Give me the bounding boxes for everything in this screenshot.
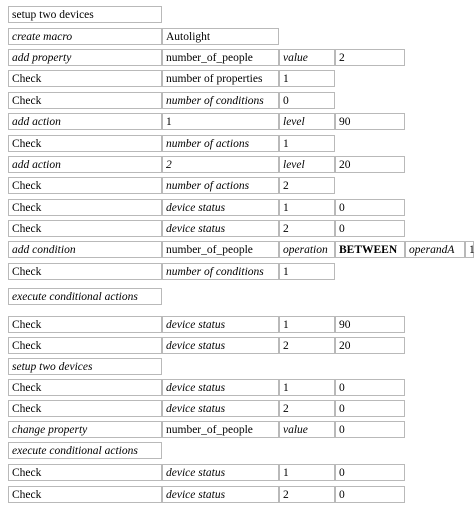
table-cell: operandA <box>405 241 465 258</box>
table-cell: Autolight <box>162 28 279 45</box>
table-cell: 1 <box>279 379 335 396</box>
table-row <box>0 288 474 307</box>
table-cell: Check <box>8 177 162 194</box>
table-cell: Check <box>8 464 162 481</box>
table-cell: Check <box>8 135 162 152</box>
table-cell: execute conditional actions <box>8 442 162 459</box>
table-cell: device status <box>162 486 279 503</box>
table-cell: add property <box>8 49 162 66</box>
table-cell: setup two devices <box>8 6 162 23</box>
table-cell: level <box>279 156 335 173</box>
table-cell: 0 <box>335 199 405 216</box>
table-row <box>0 263 474 282</box>
table-cell: add condition <box>8 241 162 258</box>
table-cell: 2 <box>162 156 279 173</box>
table-row <box>0 400 474 419</box>
table-row <box>0 316 474 335</box>
table-cell: operation <box>279 241 335 258</box>
table-cell: 90 <box>335 316 405 333</box>
table-cell: number of conditions <box>162 263 279 280</box>
table-cell: 1 <box>279 464 335 481</box>
table-row <box>0 70 474 89</box>
table-cell: number of conditions <box>162 92 279 109</box>
table-row <box>0 486 474 505</box>
table-cell: number_of_people <box>162 421 279 438</box>
table-cell: Check <box>8 92 162 109</box>
table-cell: level <box>279 113 335 130</box>
table-row <box>0 199 474 218</box>
table-cell: Check <box>8 316 162 333</box>
table-cell: 20 <box>335 156 405 173</box>
table-cell: setup two devices <box>8 358 162 375</box>
table-cell: device status <box>162 379 279 396</box>
table-cell: device status <box>162 199 279 216</box>
table-cell: value <box>279 49 335 66</box>
table-row <box>0 135 474 154</box>
table-cell: 1 <box>279 263 335 280</box>
table-row <box>0 464 474 483</box>
table-row <box>0 28 474 47</box>
table-cell: Check <box>8 337 162 354</box>
table-cell: 2 <box>335 49 405 66</box>
table-cell: change property <box>8 421 162 438</box>
table-row <box>0 337 474 356</box>
table-row <box>0 442 474 461</box>
table-cell: number of actions <box>162 177 279 194</box>
table-cell: 1 <box>279 199 335 216</box>
table-cell: device status <box>162 220 279 237</box>
table-cell: device status <box>162 400 279 417</box>
table-cell: 2 <box>279 337 335 354</box>
table-cell: BETWEEN <box>335 241 405 258</box>
table-cell: add action <box>8 156 162 173</box>
table-row <box>0 113 474 132</box>
table-cell: 0 <box>335 220 405 237</box>
table-cell: 2 <box>279 220 335 237</box>
table-cell: value <box>279 421 335 438</box>
table-cell: 0 <box>279 92 335 109</box>
table-row <box>0 358 474 377</box>
table-cell: number_of_people <box>162 241 279 258</box>
table-cell: 0 <box>335 379 405 396</box>
table-row <box>0 379 474 398</box>
table-cell: 0 <box>335 486 405 503</box>
table-cell: Check <box>8 400 162 417</box>
table-cell: Check <box>8 379 162 396</box>
table-cell: number_of_people <box>162 49 279 66</box>
table-row <box>0 241 474 260</box>
table-cell: 0 <box>335 400 405 417</box>
table-cell: Check <box>8 220 162 237</box>
table-cell: device status <box>162 337 279 354</box>
table-cell: Check <box>8 486 162 503</box>
table-row <box>0 220 474 239</box>
table-cell: execute conditional actions <box>8 288 162 305</box>
table-cell: 1 <box>279 70 335 87</box>
table-cell: 0 <box>335 421 405 438</box>
table-cell: Check <box>8 70 162 87</box>
table-cell: add action <box>8 113 162 130</box>
table-cell: 1 <box>162 113 279 130</box>
table-cell: 1 <box>465 241 474 258</box>
table-row <box>0 49 474 68</box>
table-cell: number of properties <box>162 70 279 87</box>
table-cell: 0 <box>335 464 405 481</box>
table-cell: device status <box>162 316 279 333</box>
table-cell: 1 <box>279 316 335 333</box>
table-cell: 1 <box>279 135 335 152</box>
table-row <box>0 6 474 25</box>
table-cell: 2 <box>279 486 335 503</box>
table-cell: number of actions <box>162 135 279 152</box>
table-row <box>0 177 474 196</box>
table-cell: Check <box>8 199 162 216</box>
table-cell: create macro <box>8 28 162 45</box>
table-cell: device status <box>162 464 279 481</box>
table-cell: 20 <box>335 337 405 354</box>
table-cell: 90 <box>335 113 405 130</box>
table-row <box>0 421 474 440</box>
table-row <box>0 92 474 111</box>
table-cell: Check <box>8 263 162 280</box>
table-cell: 2 <box>279 400 335 417</box>
table-row <box>0 156 474 175</box>
table-cell: 2 <box>279 177 335 194</box>
